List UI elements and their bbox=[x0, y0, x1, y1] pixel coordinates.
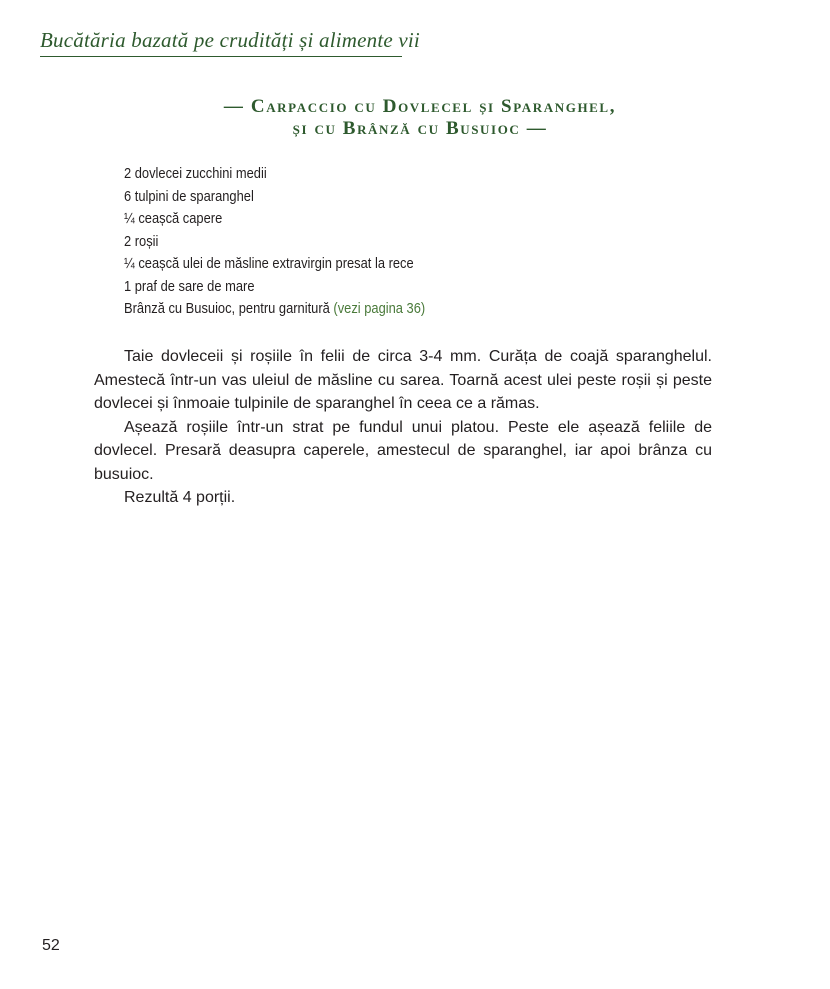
ingredient-item: 1 praf de sare de mare bbox=[124, 277, 255, 295]
running-head: Bucătăria bazată pe crudități și alimente vii bbox=[40, 28, 420, 52]
ingredient-item: 6 tulpini de sparanghel bbox=[124, 187, 254, 205]
ingredient-item: 2 dovlecei zucchini medii bbox=[124, 165, 267, 182]
instruction-paragraph: Rezultă 4 porții. bbox=[124, 489, 236, 506]
recipe-title-line-1: — Carpaccio cu Dovlecel și Sparanghel, bbox=[223, 96, 617, 117]
recipe-title bbox=[100, 96, 740, 140]
ingredient-item: ¼ ceașcă ulei de măsline extravirgin presat la rece bbox=[124, 255, 414, 272]
instruction-paragraph: Taie dovleceii și roșiile în felii de circa 3-4 mm. Curăța de coajă sparanghelul. Amestecă într-un vas uleiul de măsline cu sarea. Toarnă acest ulei peste roșii și peste dovlecei și înmoaie tulpinile de sparanghel în ceea ce a rămas. bbox=[94, 348, 712, 412]
page-number: 52 bbox=[42, 937, 60, 954]
recipe-title-line-2: și cu Brânză cu Busuioc — bbox=[292, 118, 548, 139]
page-reference-link[interactable]: (vezi pagina 36) bbox=[333, 300, 426, 317]
recipe-instructions bbox=[94, 345, 712, 510]
ingredient-item: 2 roșii bbox=[124, 232, 159, 250]
ingredient-item: ¼ ceașcă capere bbox=[124, 210, 223, 227]
header-rule bbox=[40, 56, 402, 57]
ingredient-item-garnish bbox=[124, 298, 425, 321]
instruction-paragraph: Așează roșiile într-un strat pe fundul unui platou. Peste ele așează feliile de dovlecel. Presară deasupra caperele, amestecul de sparanghel, iar apoi brânza cu busuioc. bbox=[94, 418, 712, 483]
ingredient-list bbox=[124, 163, 425, 321]
ingredient-item-label: Brânză cu Busuioc, pentru garnitură bbox=[124, 300, 330, 317]
